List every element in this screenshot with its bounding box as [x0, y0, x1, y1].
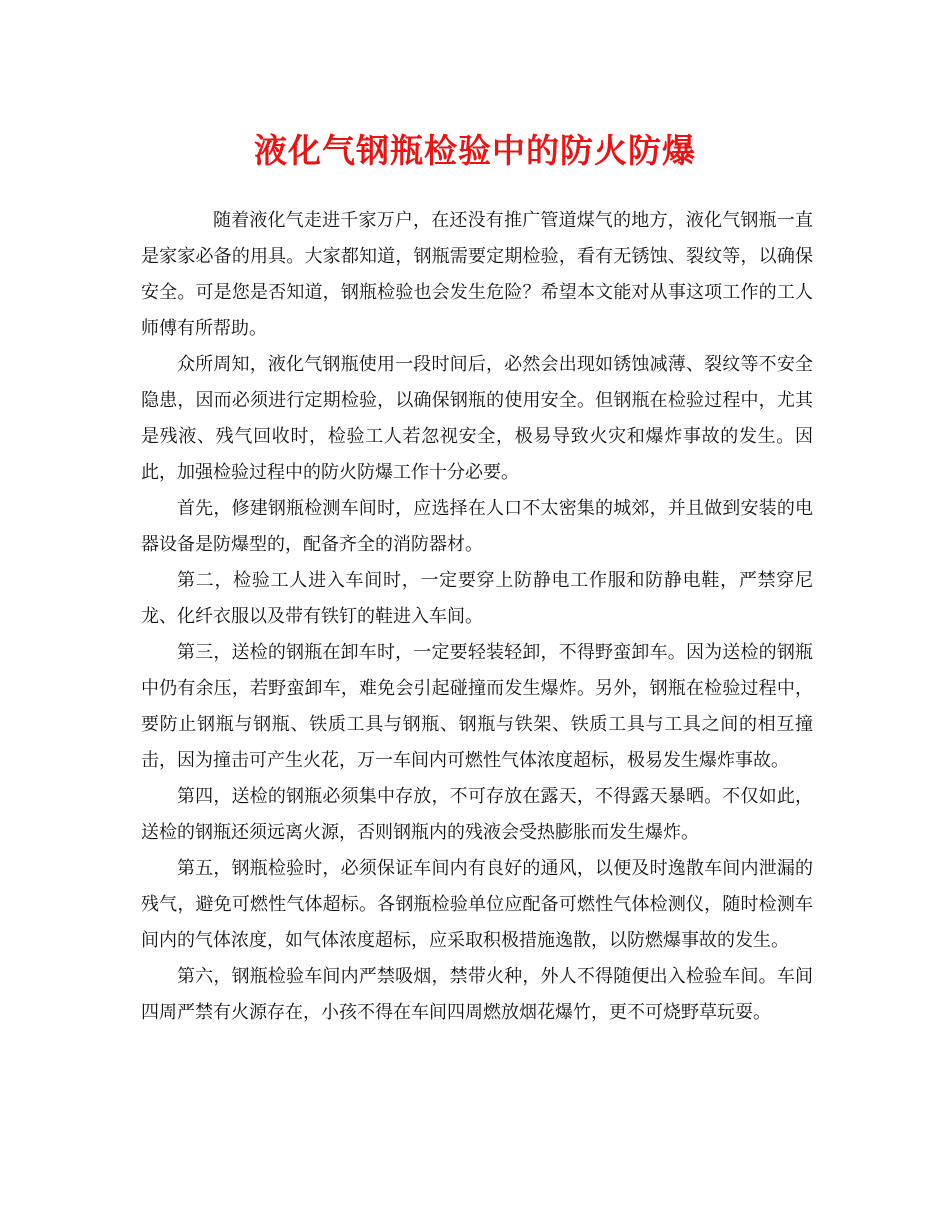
paragraph-background: 众所周知，液化气钢瓶使用一段时间后，必然会出现如锈蚀减薄、裂纹等不安全隐患，因而必须进行定期检验，以确保钢瓶的使用安全。但钢瓶在检验过程中，尤其是残液、残气回收时，检验工人若忽视安全，极易导致火灾和爆炸事故的发生。因此，加强检验过程中的防火防爆工作十分必要。: [141, 354, 813, 483]
paragraph-second-measure: 第二，检验工人进入车间时，一定要穿上防静电工作服和防静电鞋，严禁穿尼龙、化纤衣服以及带有铁钉的鞋进入车间。: [141, 570, 813, 627]
paragraph-fifth-measure: 第五，钢瓶检验时，必须保证车间内有良好的通风，以便及时逸散车间内泄漏的残气，避免可燃性气体超标。各钢瓶检验单位应配备可燃性气体检测仪，随时检测车间内的气体浓度，如气体浓度超标，应采取积极措施逸散，以防燃爆事故的发生。: [141, 858, 813, 951]
paragraph-third-measure: 第三，送检的钢瓶在卸车时，一定要轻装轻卸，不得野蛮卸车。因为送检的钢瓶中仍有余压，若野蛮卸车，难免会引起碰撞而发生爆炸。另外，钢瓶在检验过程中，要防止钢瓶与钢瓶、铁质工具与钢瓶、钢瓶与铁架、铁质工具与工具之间的相互撞击，因为撞击可产生火花，万一车间内可燃性气体浓度超标，极易发生爆炸事故。: [141, 642, 813, 771]
paragraph-fourth-measure: 第四，送检的钢瓶必须集中存放，不可存放在露天，不得露天暴晒。不仅如此，送检的钢瓶还须远离火源，否则钢瓶内的残液会受热膨胀而发生爆炸。: [141, 786, 813, 843]
paragraph-first-measure: 首先，修建钢瓶检测车间时，应选择在人口不太密集的城郊，并且做到安装的电器设备是防爆型的，配备齐全的消防器材。: [141, 498, 813, 555]
paragraph-intro: 随着液化气走进千家万户，在还没有推广管道煤气的地方，液化气钢瓶一直是家家必备的用具。大家都知道，钢瓶需要定期检验，看有无锈蚀、裂纹等，以确保安全。可是您是否知道，钢瓶检验也会发生危险？希望本文能对从事这项工作的工人师傅有所帮助。: [141, 210, 813, 339]
paragraph-sixth-measure: 第六，钢瓶检验车间内严禁吸烟，禁带火种，外人不得随便出入检验车间。车间四周严禁有火源存在，小孩不得在车间四周燃放烟花爆竹，更不可烧野草玩耍。: [141, 966, 813, 1023]
document-body: [141, 203, 813, 1031]
document-title: 液化气钢瓶检验中的防火防爆: [254, 131, 696, 170]
